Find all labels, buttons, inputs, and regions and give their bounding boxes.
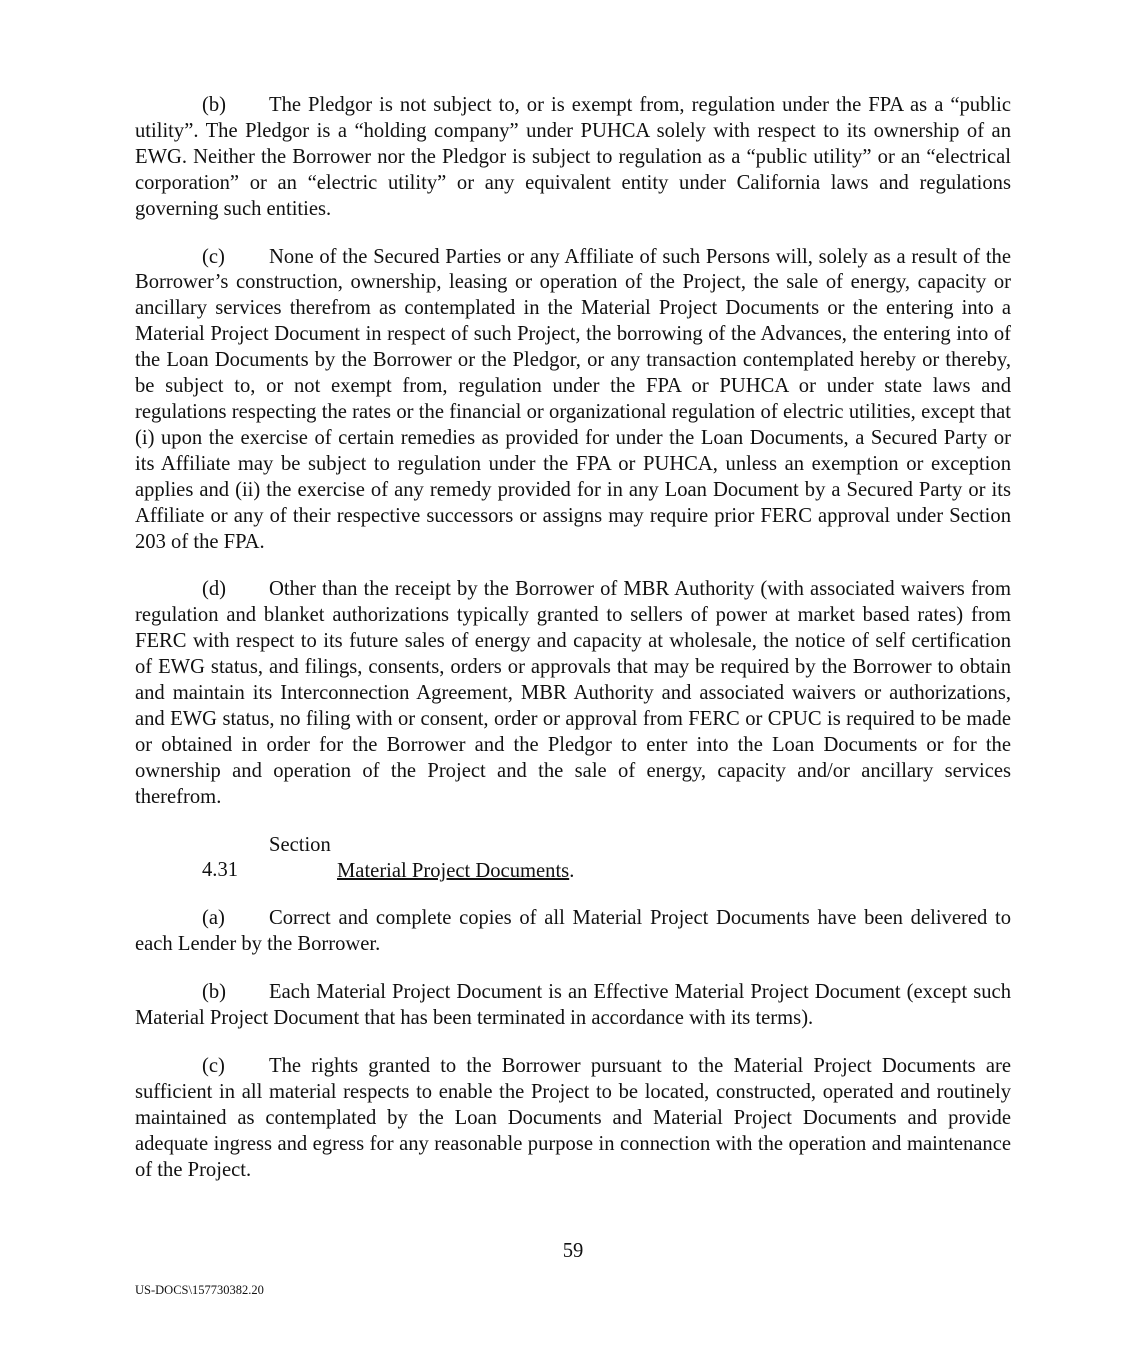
section-number: Section 4.31 (202, 833, 331, 882)
paragraph-text: The Pledgor is not subject to, or is exempt from, regulation under the FPA as a “public utility”. The Pledgor is a “holding company” under PUHCA solely with respect to its ownership of an EWG. Neither the Borrower nor the Pledgor is subject to regulation as a “public utility” or an “electrical corporation” or an “electric utility” or any equivalent entity under California laws and regulations governing such entities. (135, 94, 1011, 220)
paragraph-label: (c) (202, 245, 225, 268)
paragraph-b (135, 93, 1011, 223)
paragraph-label: (d) (202, 578, 227, 601)
section-title: Material Project Documents (337, 859, 570, 882)
page-number: 59 (562, 1240, 584, 1262)
paragraph-c (135, 245, 1011, 556)
paragraph-text: The rights granted to the Borrower pursuant to the Material Project Documents are sufficient in all material respects to enable the Project to be located, constructed, operated and routinely maintained as contemplated by the Loan Documents and Material Project Documents and provide adequate ingress and egress for any reasonable purpose in connection with the operation and maintenance of the Project. (135, 1055, 1011, 1181)
paragraph-d (135, 577, 1011, 810)
paragraph-label: (c) (202, 1055, 225, 1077)
paragraph-label: (b) (202, 94, 227, 116)
section-paragraph-b (135, 980, 1011, 1032)
paragraph-text: Other than the receipt by the Borrower of MBR Authority (with associated waivers from regulation and blanket authorizations typically granted to sellers of power at market based rates) from FERC with respect to its future sales of energy and capacity at wholesale, the notice of self certification of EWG status, and filings, consents, orders or approvals that may be required by the Borrower to obtain and maintain its Interconnection Agreement, MBR Authority and associated waivers or authorizations, and EWG status, no filing with or consent, order or approval from FERC or CPUC is required to be made or obtained in order for the Borrower and the Pledgor to enter into the Loan Documents or for the ownership and operation of the Project and the sale of energy, capacity and/or ancillary services therefrom. (135, 578, 1011, 808)
section-paragraph-c (135, 1054, 1011, 1184)
paragraph-label: (b) (202, 981, 227, 1004)
paragraph-text: None of the Secured Parties or any Affiliate of such Persons will, solely as a result of the Borrower’s construction, ownership, leasing or operation of the Project, the sale of energy, capacity or ancillary services therefrom as contemplated in the Material Project Documents or the entering into a Material Project Document in respect of such Project, the borrowing of the Advances, the entering into of the Loan Documents by the Borrower or the Pledgor, or any transaction contemplated hereby or thereby, be subject to, or not exempt from, regulation under the FPA or PUHCA or under state laws and regulations respecting the rates or the financial or organizational regulation of electric utilities, except that (i) upon the exercise of certain remedies as provided for under the Loan Documents, a Secured Party or its Affiliate may be subject to regulation under the FPA or PUHCA, unless an exemption or exception applies and (ii) the exercise of any remedy provided for in any Loan Document by a Secured Party or its Affiliate or any of their respective successors or assigns may require prior FERC approval under Section 203 of the FPA. (135, 245, 1011, 553)
paragraph-label: (a) (202, 907, 225, 930)
section-heading (135, 833, 1011, 885)
document-id: US-DOCS\157730382.20 (135, 1283, 264, 1297)
section-title-period: . (569, 859, 575, 882)
section-paragraph-a (135, 906, 1011, 958)
paragraph-text: Each Material Project Document is an Effective Material Project Document (except such Material Project Document that has been terminated in accordance with its terms). (135, 981, 1011, 1030)
document-page (135, 93, 1011, 1206)
paragraph-text: Correct and complete copies of all Material Project Documents have been delivered to each Lender by the Borrower. (135, 907, 1011, 956)
